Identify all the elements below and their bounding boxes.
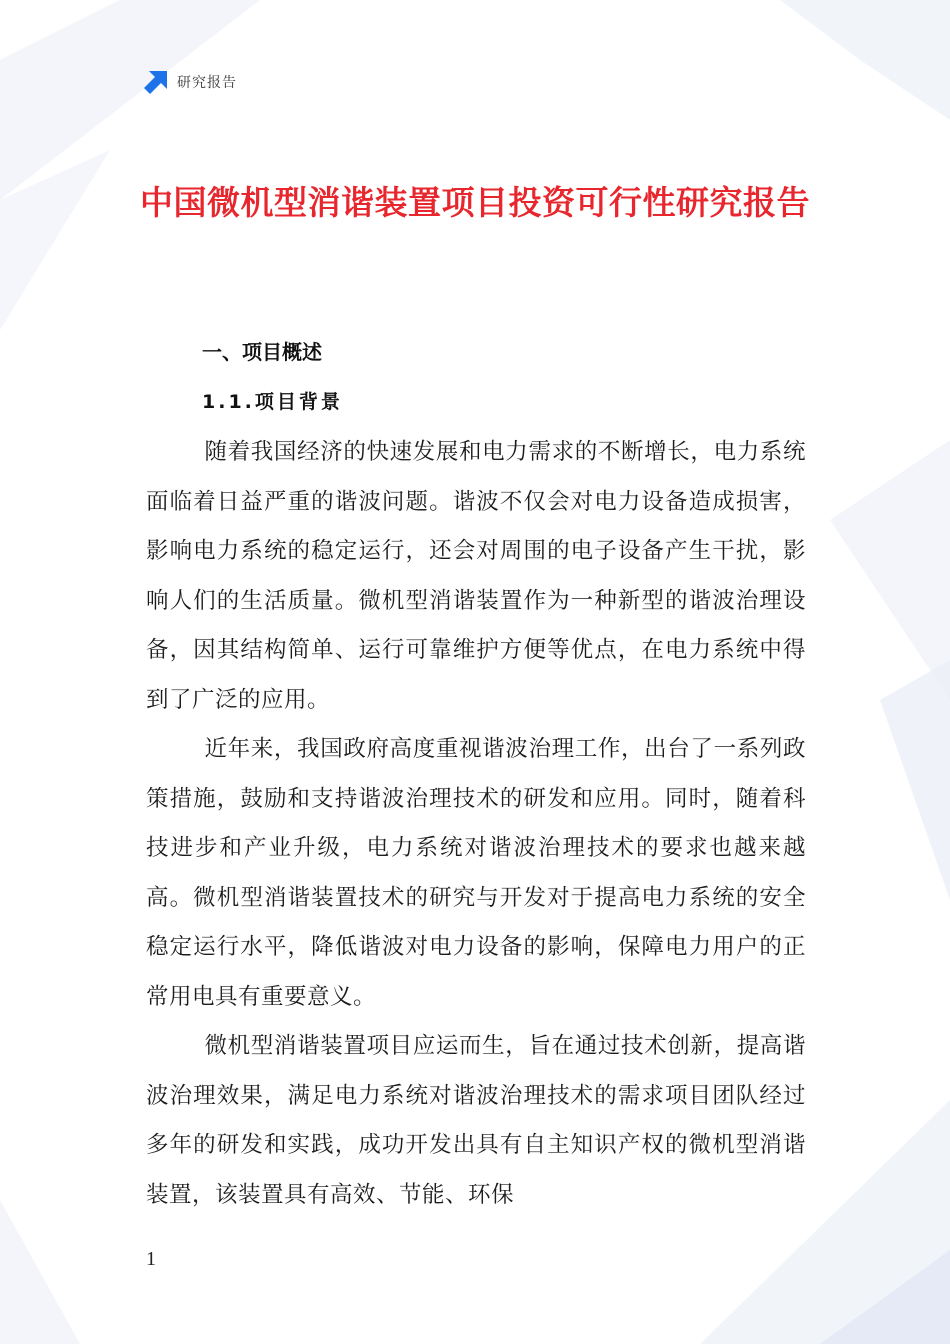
paragraph: 近年来，我国政府高度重视谐波治理工作，出台了一系列政策措施，鼓励和支持谐波治理技术的研发和应用。同时，随着科技进步和产业升级，电力系统对谐波治理技术的要求也越来越高。微机型消谐装置技术的研究与开发对于提高电力系统的安全稳定运行水平，降低谐波对电力设备的影响，保障电力用户的正常用电具有重要意义。 (146, 736, 806, 1010)
section-heading: 一、项目概述 (202, 340, 322, 364)
body-text (146, 428, 806, 1220)
page-number: 1 (146, 1248, 156, 1270)
document-title: 中国微机型消谐装置项目投资可行性研究报告 (140, 183, 810, 222)
paragraph: 随着我国经济的快速发展和电力需求的不断增长，电力系统面临着日益严重的谐波问题。谐波不仅会对电力设备造成损害，影响电力系统的稳定运行，还会对周围的电子设备产生干扰，影响人们的生活质量。微机型消谐装置作为一种新型的谐波治理设备，因其结构简单、运行可靠维护方便等优点，在电力系统中得到了广泛的应用。 (146, 439, 806, 713)
header-label: 研究报告 (177, 75, 237, 91)
page-header (143, 68, 237, 96)
paragraph: 微机型消谐装置项目应运而生，旨在通过技术创新，提高谐波治理效果，满足电力系统对谐波治理技术的需求项目团队经过多年的研发和实践，成功开发出具有自主知识产权的微机型消谐装置，该装置具有高效、节能、环保 (146, 1033, 806, 1208)
arrow-up-right-icon (143, 69, 169, 95)
subsection-heading: 1.1.项目背景 (202, 391, 343, 413)
